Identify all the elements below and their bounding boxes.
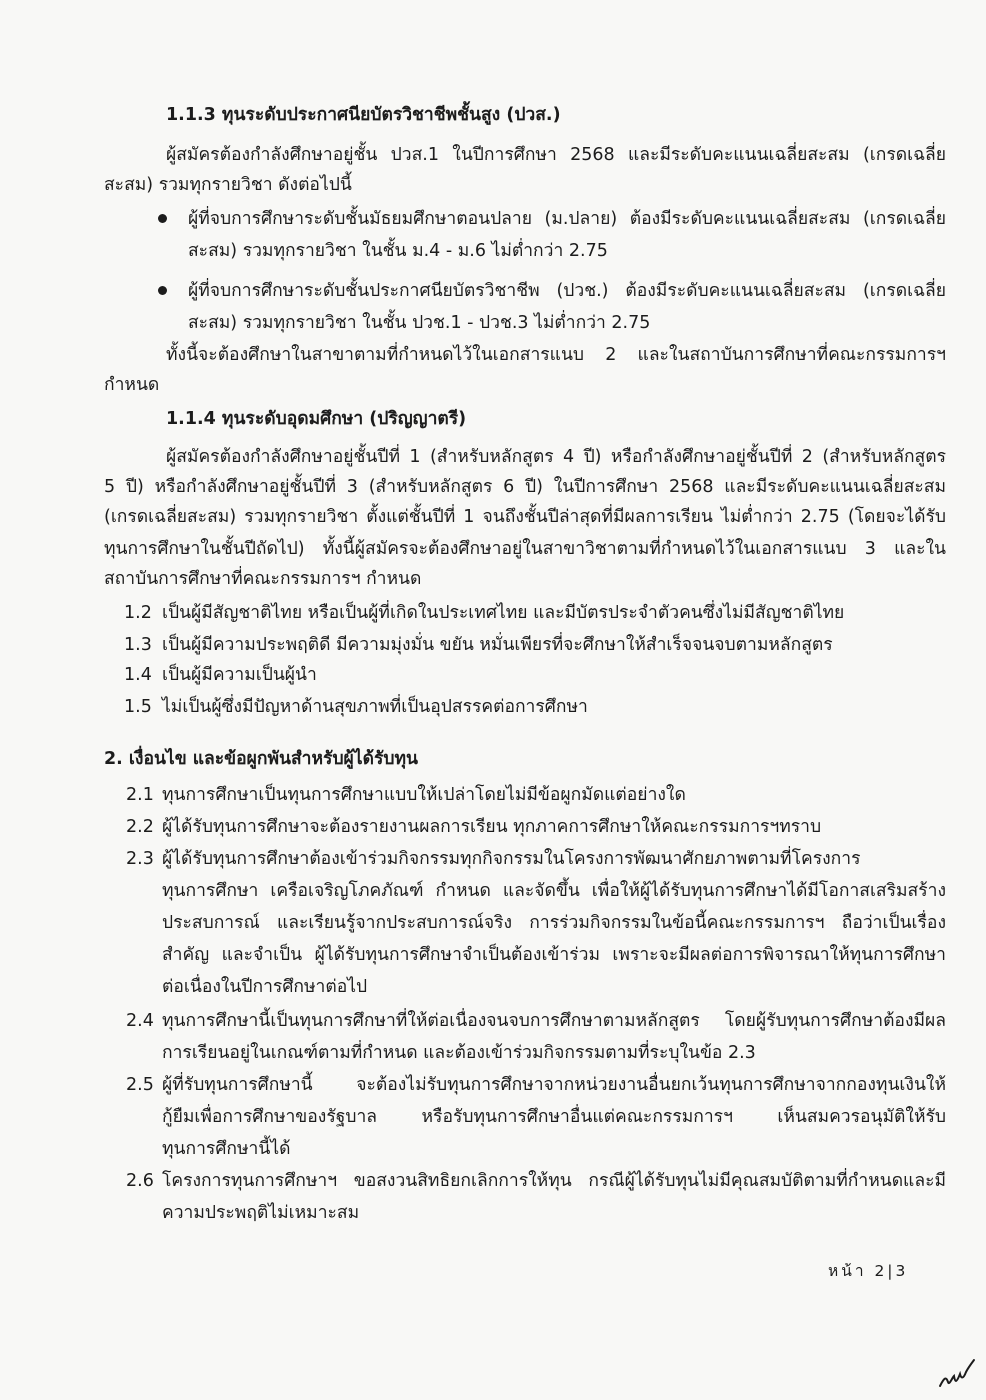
item-text: เป็นผู้มีสัญชาติไทย หรือเป็นผู้ที่เกิดในประเทศไทย และมีบัตรประจำตัวคนซึ่งไม่มีสัญชาติไทย xyxy=(162,603,845,623)
item-text: ทุนการศึกษานี้เป็นทุนการศึกษาที่ให้ต่อเนื่องจนจบการศึกษาตามหลักสูตร โดยผู้รับทุนการศึกษาต้องมีผล xyxy=(162,1011,946,1031)
bullet-icon xyxy=(158,214,167,223)
paragraph-line: ผู้สมัครต้องกำลังศึกษาอยู่ชั้นปีที่ 1 (สำหรับหลักสูตร 4 ปี) หรือกำลังศึกษาอยู่ชั้นปีที่ 2 (สำหรับหลักสูตร xyxy=(166,447,946,467)
item-number: 2.3 xyxy=(126,849,154,869)
item-text: การเรียนอยู่ในเกณฑ์ตามที่กำหนด และต้องเข้าร่วมกิจกรรมตามที่ระบุในข้อ 2.3 xyxy=(162,1043,756,1063)
item-text: ต่อเนื่องในปีการศึกษาต่อไป xyxy=(162,977,368,997)
item-text: ทุนการศึกษานี้ได้ xyxy=(162,1139,291,1159)
bullet-line: ผู้ที่จบการศึกษาระดับชั้นมัธยมศึกษาตอนปลาย (ม.ปลาย) ต้องมีระดับคะแนนเฉลี่ยสะสม (เกรดเฉลี่ย xyxy=(188,209,946,229)
paragraph-line: กำหนด xyxy=(104,375,160,395)
item-text: กู้ยืมเพื่อการศึกษาของรัฐบาล หรือรับทุนการศึกษาอื่นแต่คณะกรรมการฯ เห็นสมควรอนุมัติให้รับ xyxy=(162,1107,946,1127)
section-heading-2: 2. เงื่อนไข และข้อผูกพันสำหรับผู้ได้รับทุน xyxy=(104,749,418,769)
paragraph-line: 5 ปี) หรือกำลังศึกษาอยู่ชั้นปีที่ 3 (สำหรับหลักสูตร 6 ปี) ในปีการศึกษา 2568 และมีระดับคะแนนเฉลี่ยสะสม xyxy=(104,477,946,497)
item-text: ผู้ได้รับทุนการศึกษาต้องเข้าร่วมกิจกรรมทุกกิจกรรมในโครงการพัฒนาศักยภาพตามที่โครงการ xyxy=(162,849,861,869)
item-text: ประสบการณ์ และเรียนรู้จากประสบการณ์จริง การร่วมกิจกรรมในข้อนี้คณะกรรมการฯ ถือว่าเป็นเรื่อง xyxy=(162,913,946,933)
item-text: ผู้ได้รับทุนการศึกษาจะต้องรายงานผลการเรียน ทุกภาคการศึกษาให้คณะกรรมการฯทราบ xyxy=(162,817,822,837)
bullet-line: สะสม) รวมทุกรายวิชา ในชั้น ม.4 - ม.6 ไม่ต่ำกว่า 2.75 xyxy=(188,241,608,261)
item-text: สำคัญ และจำเป็น ผู้ได้รับทุนการศึกษาจำเป็นต้องเข้าร่วม เพราะจะมีผลต่อการพิจารณาให้ทุนการศึกษา xyxy=(162,945,946,965)
item-number: 2.6 xyxy=(126,1171,154,1191)
paragraph-line: ทุนการศึกษาในชั้นปีถัดไป) ทั้งนี้ผู้สมัครจะต้องศึกษาอยู่ในสาขาวิชาตามที่กำหนดไว้ในเอกสารแนบ 3 และใน xyxy=(104,539,946,559)
item-text: ผู้ที่รับทุนการศึกษานี้ จะต้องไม่รับทุนการศึกษาจากหน่วยงานอื่นยกเว้นทุนการศึกษาจากกองทุนเงินให้ xyxy=(162,1075,946,1095)
item-number: 1.3 xyxy=(124,635,152,655)
item-number: 1.5 xyxy=(124,697,152,717)
bullet-icon xyxy=(158,286,167,295)
item-number: 2.1 xyxy=(126,785,154,805)
item-text: ไม่เป็นผู้ซึ่งมีปัญหาด้านสุขภาพที่เป็นอุปสรรคต่อการศึกษา xyxy=(162,697,588,717)
paragraph-line: สะสม) รวมทุกรายวิชา ดังต่อไปนี้ xyxy=(104,175,352,195)
item-number: 2.4 xyxy=(126,1011,154,1031)
item-number: 2.5 xyxy=(126,1075,154,1095)
item-number: 2.2 xyxy=(126,817,154,837)
section-heading-1-1-3: 1.1.3 ทุนระดับประกาศนียบัตรวิชาชีพชั้นสูง (ปวส.) xyxy=(166,105,561,125)
item-text: โครงการทุนการศึกษาฯ ขอสงวนสิทธิยกเลิกการให้ทุน กรณีผู้ได้รับทุนไม่มีคุณสมบัติตามที่กำหนดและมี xyxy=(162,1171,946,1191)
section-heading-1-1-4: 1.1.4 ทุนระดับอุดมศึกษา (ปริญญาตรี) xyxy=(166,409,467,429)
paragraph-line: ผู้สมัครต้องกำลังศึกษาอยู่ชั้น ปวส.1 ในปีการศึกษา 2568 และมีระดับคะแนนเฉลี่ยสะสม (เกรดเฉลี่ย xyxy=(166,145,946,165)
signature-initials-icon xyxy=(936,1352,978,1392)
page-number: หน้า 2|3 xyxy=(828,1262,909,1280)
item-number: 1.4 xyxy=(124,665,152,685)
item-text: ทุนการศึกษาเป็นทุนการศึกษาแบบให้เปล่าโดยไม่มีข้อผูกมัดแต่อย่างใด xyxy=(162,785,686,805)
bullet-line: ผู้ที่จบการศึกษาระดับชั้นประกาศนียบัตรวิชาชีพ (ปวช.) ต้องมีระดับคะแนนเฉลี่ยสะสม (เกรดเฉลี่ย xyxy=(188,281,946,301)
paragraph-line: สถาบันการศึกษาที่คณะกรรมการฯ กำหนด xyxy=(104,569,422,589)
paragraph-line: (เกรดเฉลี่ยสะสม) รวมทุกรายวิชา ตั้งแต่ชั้นปีที่ 1 จนถึงชั้นปีล่าสุดที่มีผลการเรียน ไม่ต่ำกว่า 2.75 (โดยจะได้รับ xyxy=(104,507,946,527)
item-text: เป็นผู้มีความประพฤติดี มีความมุ่งมั่น ขยัน หมั่นเพียรที่จะศึกษาให้สำเร็จจนจบตามหลักสูตร xyxy=(162,635,833,655)
item-text: ทุนการศึกษา เครือเจริญโภคภัณฑ์ กำหนด และจัดขึ้น เพื่อให้ผู้ได้รับทุนการศึกษาได้มีโอกาสเสริมสร้าง xyxy=(162,881,946,901)
item-number: 1.2 xyxy=(124,603,152,623)
item-text: ความประพฤติไม่เหมาะสม xyxy=(162,1203,360,1223)
bullet-line: สะสม) รวมทุกรายวิชา ในชั้น ปวช.1 - ปวช.3 ไม่ต่ำกว่า 2.75 xyxy=(188,313,651,333)
paragraph-line: ทั้งนี้จะต้องศึกษาในสาขาตามที่กำหนดไว้ในเอกสารแนบ 2 และในสถาบันการศึกษาที่คณะกรรมการฯ xyxy=(166,345,946,365)
item-text: เป็นผู้มีความเป็นผู้นำ xyxy=(162,665,317,685)
